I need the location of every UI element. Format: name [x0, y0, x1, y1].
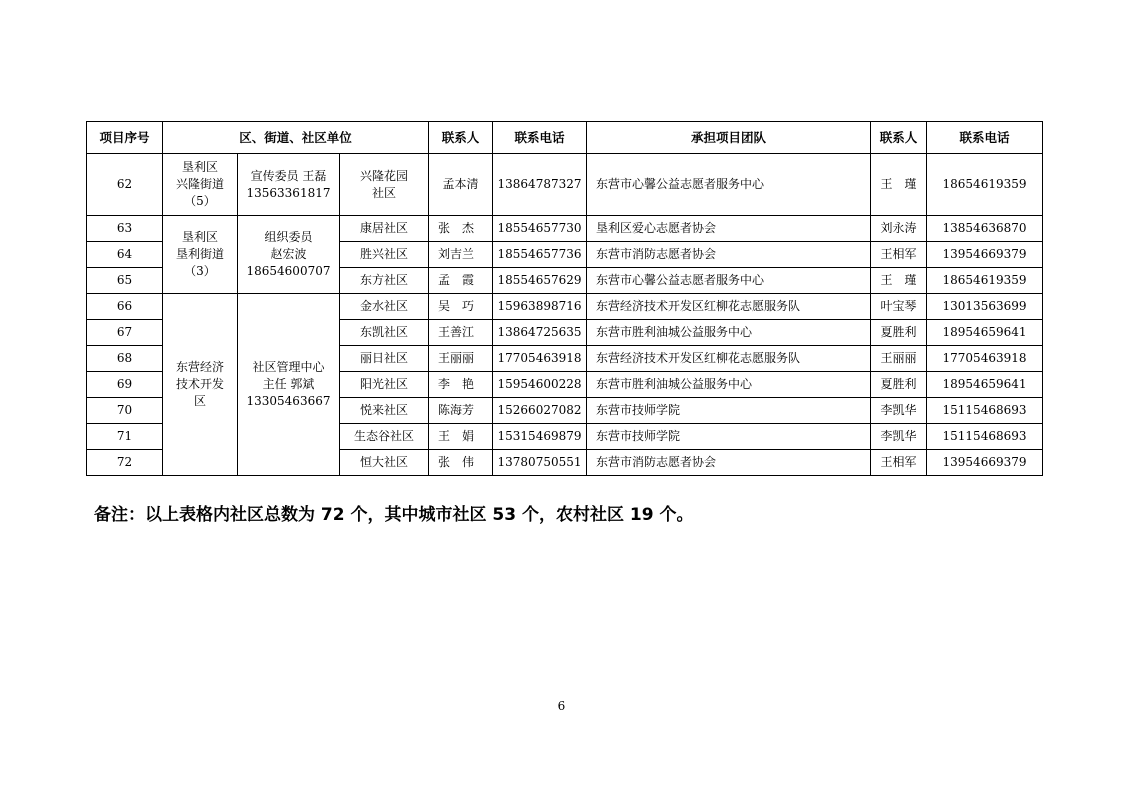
team-contact-cell: 王丽丽	[871, 346, 927, 372]
community-line: 兴隆花园	[360, 168, 409, 183]
team-phone-cell: 18954659641	[927, 320, 1043, 346]
header-unit: 区、街道、社区单位	[163, 122, 429, 154]
team-phone-cell: 13854636870	[927, 216, 1043, 242]
table-header-row	[87, 122, 1043, 154]
representative-cell	[238, 294, 340, 476]
team-cell: 东营市胜利油城公益服务中心	[587, 372, 871, 398]
team-phone-cell: 18654619359	[927, 154, 1043, 216]
contact-cell: 李 艳	[429, 372, 493, 398]
header-team-contact: 联系人	[871, 122, 927, 154]
district-cell	[163, 294, 238, 476]
contact-cell: 孟 霞	[429, 268, 493, 294]
district-line: 兴隆街道	[175, 177, 224, 191]
team-contact-cell: 叶宝琴	[871, 294, 927, 320]
team-cell: 东营市消防志愿者协会	[587, 450, 871, 476]
contact-cell: 陈海芳	[429, 398, 493, 424]
row-number: 66	[87, 294, 163, 320]
representative-cell	[238, 154, 340, 216]
team-contact-cell: 王 瑾	[871, 268, 927, 294]
team-cell: 东营市消防志愿者协会	[587, 242, 871, 268]
community-line: 社区	[372, 185, 397, 200]
row-number: 71	[87, 424, 163, 450]
table-row	[87, 216, 1043, 242]
community-cell: 悦来社区	[340, 398, 429, 424]
table-remark: 备注：以上表格内社区总数为 72 个，其中城市社区 53 个，农村社区 19 个。	[94, 505, 694, 525]
district-line: 区	[193, 394, 206, 408]
header-project-no: 项目序号	[87, 122, 163, 154]
representative-line: 赵宏波	[270, 247, 307, 261]
community-volunteer-table	[86, 121, 1043, 476]
table-row	[87, 294, 1043, 320]
contact-cell: 刘吉兰	[429, 242, 493, 268]
team-contact-cell: 王相军	[871, 450, 927, 476]
contact-cell: 王 娟	[429, 424, 493, 450]
community-cell	[340, 154, 429, 216]
team-cell: 东营经济技术开发区红柳花志愿服务队	[587, 294, 871, 320]
row-number: 69	[87, 372, 163, 398]
team-phone-cell: 13954669379	[927, 450, 1043, 476]
row-number: 62	[87, 154, 163, 216]
representative-cell	[238, 216, 340, 294]
team-cell: 东营市技师学院	[587, 424, 871, 450]
row-number: 67	[87, 320, 163, 346]
team-phone-cell: 18954659641	[927, 372, 1043, 398]
team-phone-cell: 13013563699	[927, 294, 1043, 320]
representative-line: 18654600707	[246, 264, 331, 278]
contact-cell: 孟本清	[429, 154, 493, 216]
contact-cell: 张 伟	[429, 450, 493, 476]
team-phone-cell: 15115468693	[927, 398, 1043, 424]
header-team: 承担项目团队	[587, 122, 871, 154]
header-team-phone: 联系电话	[927, 122, 1043, 154]
phone-cell: 15954600228	[493, 372, 587, 398]
phone-cell: 13780750551	[493, 450, 587, 476]
row-number: 70	[87, 398, 163, 424]
team-cell: 东营市胜利油城公益服务中心	[587, 320, 871, 346]
team-cell: 东营市技师学院	[587, 398, 871, 424]
phone-cell: 18554657730	[493, 216, 587, 242]
representative-line: 组织委员	[264, 230, 313, 244]
team-contact-cell: 王 瑾	[871, 154, 927, 216]
team-phone-cell: 15115468693	[927, 424, 1043, 450]
community-cell: 阳光社区	[340, 372, 429, 398]
contact-cell: 吴 巧	[429, 294, 493, 320]
district-line: 技术开发	[175, 377, 224, 391]
team-contact-cell: 王相军	[871, 242, 927, 268]
team-cell: 东营市心馨公益志愿者服务中心	[587, 268, 871, 294]
team-phone-cell: 13954669379	[927, 242, 1043, 268]
row-number: 63	[87, 216, 163, 242]
row-number: 65	[87, 268, 163, 294]
representative-line: 13305463667	[246, 394, 331, 408]
representative-line: 宣传委员 王磊	[250, 168, 327, 183]
district-line: （3）	[184, 264, 216, 278]
district-line: 东营经济	[175, 360, 224, 374]
team-contact-cell: 夏胜利	[871, 320, 927, 346]
phone-cell: 17705463918	[493, 346, 587, 372]
contact-cell: 张 杰	[429, 216, 493, 242]
community-cell: 金水社区	[340, 294, 429, 320]
community-cell: 丽日社区	[340, 346, 429, 372]
representative-line: 社区管理中心	[252, 360, 325, 374]
row-number: 64	[87, 242, 163, 268]
phone-cell: 13864725635	[493, 320, 587, 346]
phone-cell: 15266027082	[493, 398, 587, 424]
row-number: 72	[87, 450, 163, 476]
team-cell: 垦利区爱心志愿者协会	[587, 216, 871, 242]
community-cell: 东凯社区	[340, 320, 429, 346]
district-line: 垦利街道	[175, 247, 224, 261]
team-cell: 东营经济技术开发区红柳花志愿服务队	[587, 346, 871, 372]
team-phone-cell: 17705463918	[927, 346, 1043, 372]
representative-line: 主任 郭斌	[262, 377, 315, 391]
team-phone-cell: 18654619359	[927, 268, 1043, 294]
team-contact-cell: 刘永涛	[871, 216, 927, 242]
community-cell: 康居社区	[340, 216, 429, 242]
phone-cell: 13864787327	[493, 154, 587, 216]
phone-cell: 18554657736	[493, 242, 587, 268]
community-cell: 生态谷社区	[340, 424, 429, 450]
contact-cell: 王丽丽	[429, 346, 493, 372]
community-cell: 恒大社区	[340, 450, 429, 476]
phone-cell: 15315469879	[493, 424, 587, 450]
phone-cell: 15963898716	[493, 294, 587, 320]
district-line: （5）	[184, 194, 216, 208]
community-cell: 东方社区	[340, 268, 429, 294]
representative-line: 13563361817	[246, 185, 331, 200]
header-phone: 联系电话	[493, 122, 587, 154]
district-cell	[163, 216, 238, 294]
community-cell: 胜兴社区	[340, 242, 429, 268]
contact-cell: 王善江	[429, 320, 493, 346]
page-number: 6	[557, 699, 566, 713]
header-contact: 联系人	[429, 122, 493, 154]
district-cell	[163, 154, 238, 216]
team-contact-cell: 李凯华	[871, 424, 927, 450]
district-line: 垦利区	[181, 160, 218, 174]
team-contact-cell: 李凯华	[871, 398, 927, 424]
district-line: 垦利区	[181, 230, 218, 244]
team-contact-cell: 夏胜利	[871, 372, 927, 398]
phone-cell: 18554657629	[493, 268, 587, 294]
team-cell: 东营市心馨公益志愿者服务中心	[587, 154, 871, 216]
table-row	[87, 154, 1043, 216]
row-number: 68	[87, 346, 163, 372]
